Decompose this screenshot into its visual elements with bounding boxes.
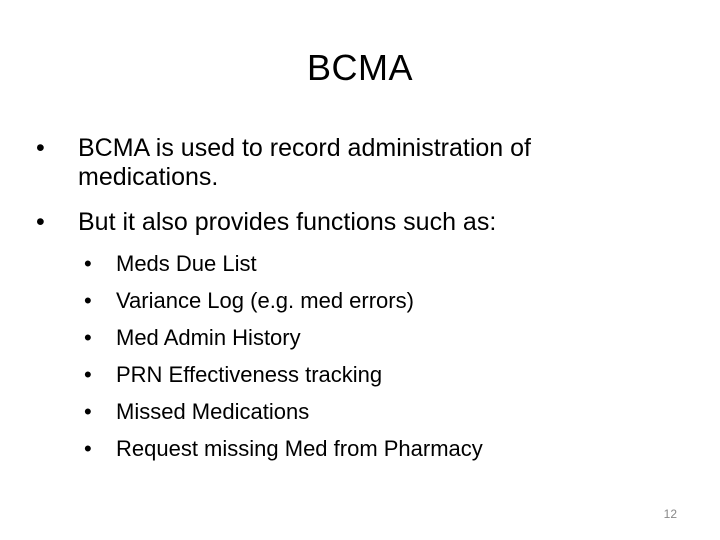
sub-bullet-text: PRN Effectiveness tracking <box>116 362 383 387</box>
bullet-marker: • <box>84 362 92 387</box>
sub-bullet-text: Variance Log (e.g. med errors) <box>116 288 414 313</box>
bullet-item <box>36 134 676 192</box>
sub-bullet-item <box>84 323 684 360</box>
sub-bullet-item <box>84 360 684 397</box>
bullet-marker: • <box>84 325 92 350</box>
sub-bullet-item <box>84 434 684 471</box>
slide-title: BCMA <box>306 47 413 88</box>
page-number: 12 <box>663 507 677 521</box>
bullet-marker: • <box>84 288 92 313</box>
bullet-text: But it also provides functions such as: <box>78 208 497 236</box>
sub-bullet-text: Med Admin History <box>116 325 301 350</box>
sub-bullet-text: Request missing Med from Pharmacy <box>116 436 483 461</box>
sub-bullet-text: Missed Medications <box>116 399 310 424</box>
bullet-marker: • <box>84 399 92 424</box>
bullet-marker: • <box>36 208 45 236</box>
sub-bullet-item <box>84 286 684 323</box>
sub-bullet-item <box>84 397 684 434</box>
sub-bullet-list <box>84 249 684 471</box>
sub-bullet-text: Meds Due List <box>116 251 257 276</box>
bullet-marker: • <box>84 251 92 276</box>
bullet-text: BCMA is used to record administration of medications. <box>78 134 531 191</box>
bullet-item <box>36 208 676 237</box>
bullet-marker: • <box>36 134 45 162</box>
bullet-marker: • <box>84 436 92 461</box>
sub-bullet-item <box>84 249 684 286</box>
